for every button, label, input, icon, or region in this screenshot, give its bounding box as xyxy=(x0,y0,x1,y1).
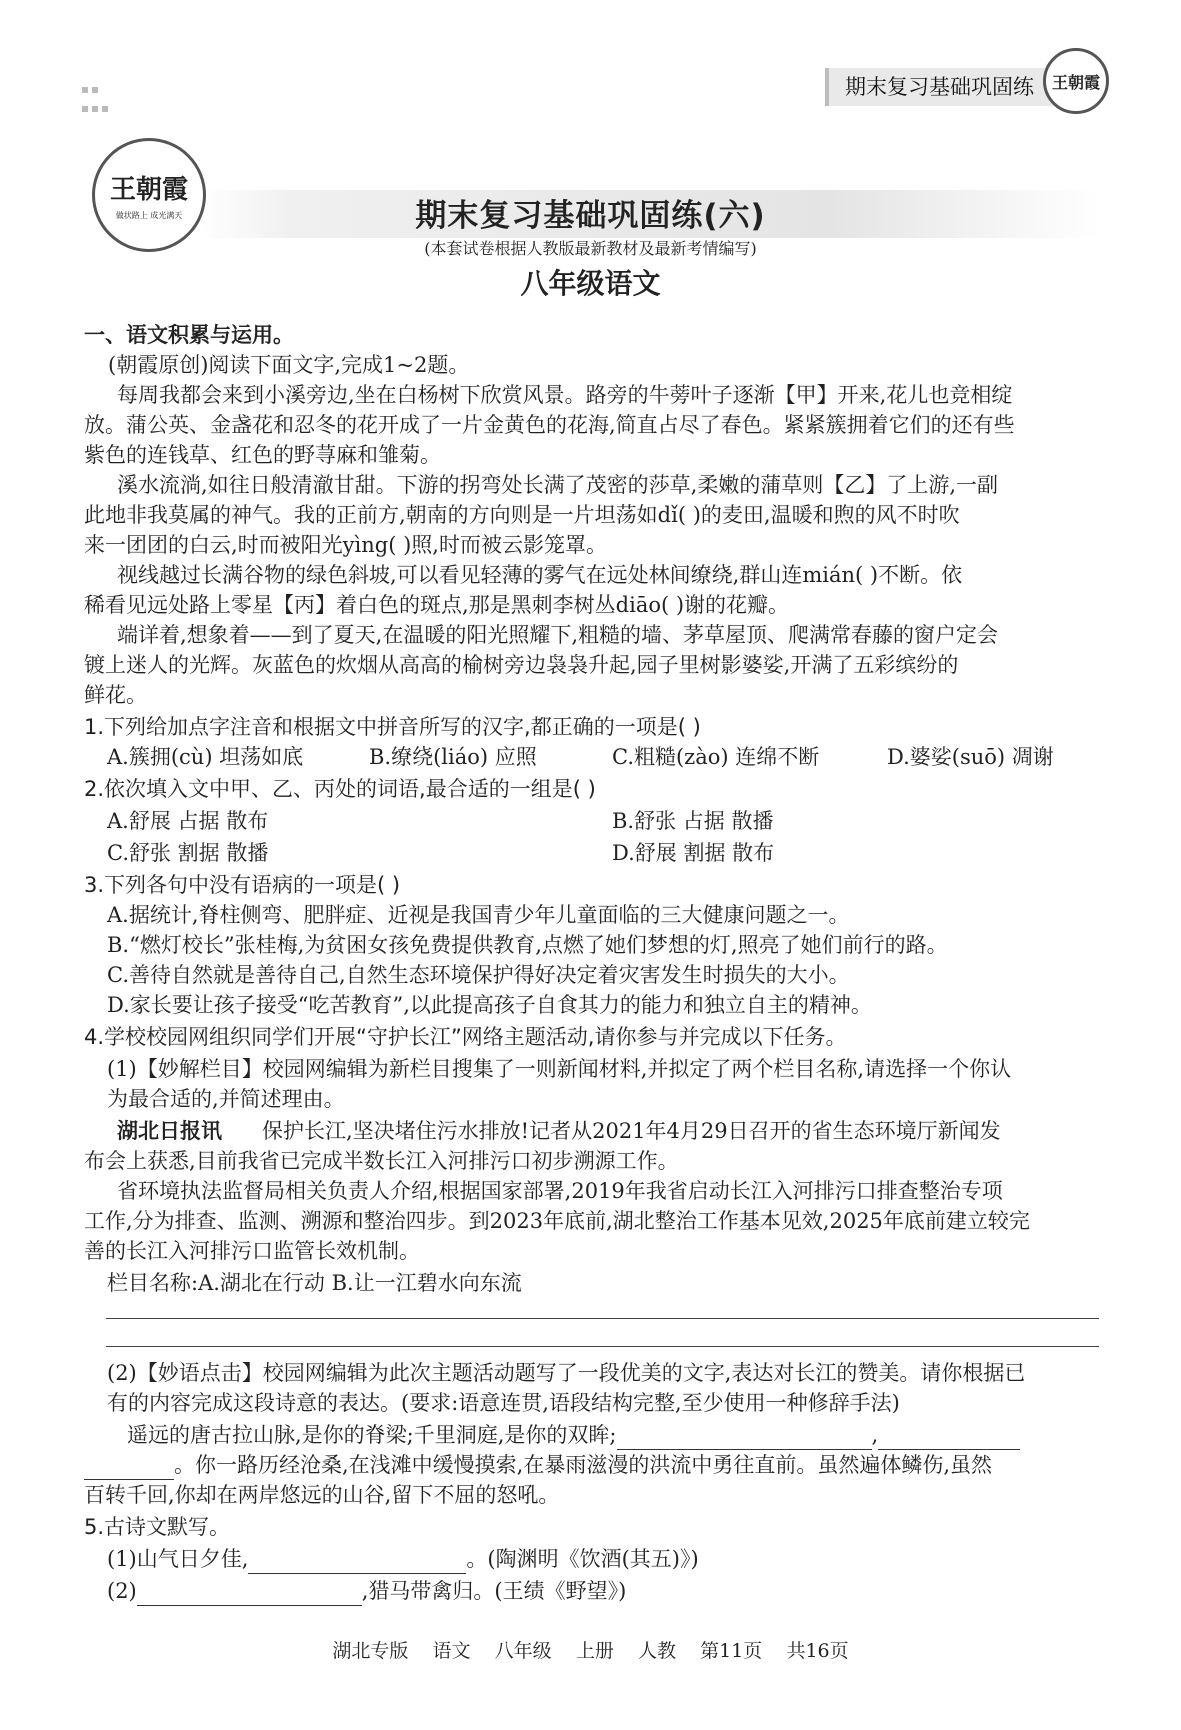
q1-option-b: B.缭绕(liáo) 应照 xyxy=(369,745,537,769)
news-line: 布会上获悉,目前我省已完成半数长江入河排污口初步溯源工作。 xyxy=(84,1149,679,1173)
poem-line xyxy=(127,1420,1020,1450)
answer-blank[interactable] xyxy=(248,1549,466,1574)
poem-line: 百转千回,你却在两岸悠远的山谷,留下不屈的怒吼。 xyxy=(84,1483,560,1507)
page-title: 期末复习基础巩固练(六) xyxy=(415,198,766,234)
question-4-stem: 4.学校校园网组织同学们开展“守护长江”网络主题活动,请你参与并完成以下任务。 xyxy=(84,1025,847,1049)
q2-option-c: C.舒张 割据 散播 xyxy=(107,841,269,865)
title-note: (本套试卷根据人教版最新教材及最新考情编写) xyxy=(424,239,757,258)
q4-sub2: (2)【妙语点击】校园网编辑为此次主题活动题写了一段优美的文字,表达对长江的赞美。请你根据已 xyxy=(107,1361,1026,1385)
q4-sub1: 为最合适的,并简述理由。 xyxy=(107,1087,345,1111)
question-3-stem: 3.下列各句中没有语病的一项是( ) xyxy=(84,873,401,897)
header-tab: 期末复习基础巩固练 xyxy=(825,68,1057,106)
q4-sub2: 有的内容完成这段诗意的表达。(要求:语意连贯,语段结构完整,至少使用一种修辞手法) xyxy=(107,1391,900,1415)
passage-line: 鲜花。 xyxy=(84,683,147,707)
answer-blank[interactable] xyxy=(137,1581,362,1606)
question-2-stem: 2.依次填入文中甲、乙、丙处的词语,最合适的一组是( ) xyxy=(84,777,596,801)
passage-line: 放。蒲公英、金盏花和忍冬的花开成了一片金黄色的花海,简直占尽了春色。紧紧簇拥着它们的还有些 xyxy=(84,413,1015,437)
brand-slogan: 做状路上 成光满天 xyxy=(115,211,183,220)
passage-line: 此地非我莫属的神气。我的正前方,朝南的方向则是一片坦荡如dǐ( )的麦田,温暖和煦的风不时吹 xyxy=(84,503,960,527)
poem-text: 遥远的唐古拉山脉,是你的脊梁;千里洞庭,是你的双眸; xyxy=(127,1423,617,1447)
page-footer: 湖北专版 语文 八年级 上册 人教 第11页 共16页 xyxy=(332,1640,849,1662)
q1-option-c: C.粗糙(zào) 连绵不断 xyxy=(612,745,820,769)
answer-line[interactable] xyxy=(106,1318,1099,1319)
q5-text: ,猎马带禽归。(王绩《野望》) xyxy=(361,1579,627,1603)
decor-dots xyxy=(80,80,110,118)
subject-title: 八年级语文 xyxy=(520,267,661,300)
q1-option-a: A.簇拥(cù) 坦荡如底 xyxy=(107,745,304,769)
passage-line: 端详着,想象着——到了夏天,在温暖的阳光照耀下,粗糙的墙、茅草屋顶、爬满常春藤的窗户定会 xyxy=(117,623,999,647)
answer-blank[interactable] xyxy=(878,1425,1020,1450)
q5-text: (1)山气日夕佳, xyxy=(107,1547,249,1571)
news-line: 保护长江,坚决堵住污水排放!记者从2021年4月29日召开的省生态环境厅新闻发 xyxy=(262,1119,1001,1143)
brand-name: 王朝霞 xyxy=(109,175,188,205)
q4-sub1: (1)【妙解栏目】校园网编辑为新栏目搜集了一则新闻材料,并拟定了两个栏目名称,请选择一个你认 xyxy=(107,1057,1012,1081)
poem-comma: , xyxy=(871,1423,879,1447)
q3-option-b: B.“燃灯校长”张桂梅,为贫困女孩免费提供教育,点燃了她们梦想的灯,照亮了她们前行的路。 xyxy=(107,933,948,957)
question-1-stem: 1.下列给加点字注音和根据文中拼音所写的汉字,都正确的一项是( ) xyxy=(84,715,701,739)
question-5-stem: 5.古诗文默写。 xyxy=(84,1515,231,1539)
news-line: 工作,分为排查、监测、溯源和整治四步。到2023年底前,湖北整治工作基本见效,2025年底前建立较完 xyxy=(84,1209,1030,1233)
passage-line: 镀上迷人的光辉。灰蓝色的炊烟从高高的榆树旁边袅袅升起,园子里树影婆娑,开满了五彩缤纷的 xyxy=(84,653,959,677)
q5-text: (2) xyxy=(107,1579,137,1603)
answer-line[interactable] xyxy=(106,1346,1099,1347)
q3-option-c: C.善待自然就是善待自己,自然生态环境保护得好决定着灾害发生时损失的大小。 xyxy=(107,963,850,987)
q2-option-b: B.舒张 占据 散播 xyxy=(612,809,774,833)
q5-line-1 xyxy=(107,1544,699,1574)
passage-line: 稀看见远处路上零星【丙】着白色的斑点,那是黑刺李树丛diāo( )谢的花瓣。 xyxy=(84,593,790,617)
passage-line: 来一团团的白云,时而被阳光yìng( )照,时而被云影笼罩。 xyxy=(84,533,607,557)
answer-blank[interactable] xyxy=(84,1455,174,1480)
news-line: 善的长江入河排污口监管长效机制。 xyxy=(84,1239,420,1263)
q2-option-a: A.舒展 占据 散布 xyxy=(107,809,269,833)
poem-text: 。你一路历经沧桑,在浅滩中缓慢摸索,在暴雨滋漫的洪流中勇往直前。虽然遍体鳞伤,虽然 xyxy=(174,1453,993,1477)
q2-option-d: D.舒展 割据 散布 xyxy=(612,841,775,865)
news-label: 湖北日报讯 xyxy=(117,1119,222,1143)
section-heading: 一、语文积累与运用。 xyxy=(84,323,294,347)
passage-line: 溪水流淌,如往日般清澈甘甜。下游的拐弯处长满了茂密的莎草,柔嫩的蒲草则【乙】了上游,一副 xyxy=(117,473,999,497)
passage-line: 视线越过长满谷物的绿色斜坡,可以看见轻薄的雾气在远处林间缭绕,群山连mián( )不断。依 xyxy=(117,563,963,587)
q3-option-a: A.据统计,脊柱侧弯、肥胖症、近视是我国青少年儿童面临的三大健康问题之一。 xyxy=(107,903,850,927)
q5-text: 。(陶渊明《饮酒(其五)》) xyxy=(466,1547,699,1571)
news-line: 省环境执法监督局相关负责人介绍,根据国家部署,2019年我省启动长江入河排污口排查整治专项 xyxy=(117,1179,1003,1203)
column-names: 栏目名称:A.湖北在行动 B.让一江碧水向东流 xyxy=(107,1271,522,1295)
passage-line: 每周我都会来到小溪旁边,坐在白杨树下欣赏风景。路旁的牛蒡叶子逐渐【甲】开来,花儿也竞相绽 xyxy=(117,383,1013,407)
q1-option-d: D.婆娑(suō) 凋谢 xyxy=(887,745,1054,769)
q5-line-2 xyxy=(107,1576,626,1606)
passage-line: 紫色的连钱草、红色的野荨麻和雏菊。 xyxy=(84,443,441,467)
brand-logo-small: 王朝霞 xyxy=(1043,48,1109,114)
q3-option-d: D.家长要让孩子接受“吃苦教育”,以此提高孩子自食其力的能力和独立自主的精神。 xyxy=(107,993,872,1017)
poem-line xyxy=(84,1450,992,1480)
answer-blank[interactable] xyxy=(617,1425,872,1450)
reading-intro: (朝霞原创)阅读下面文字,完成1~2题。 xyxy=(108,353,470,377)
